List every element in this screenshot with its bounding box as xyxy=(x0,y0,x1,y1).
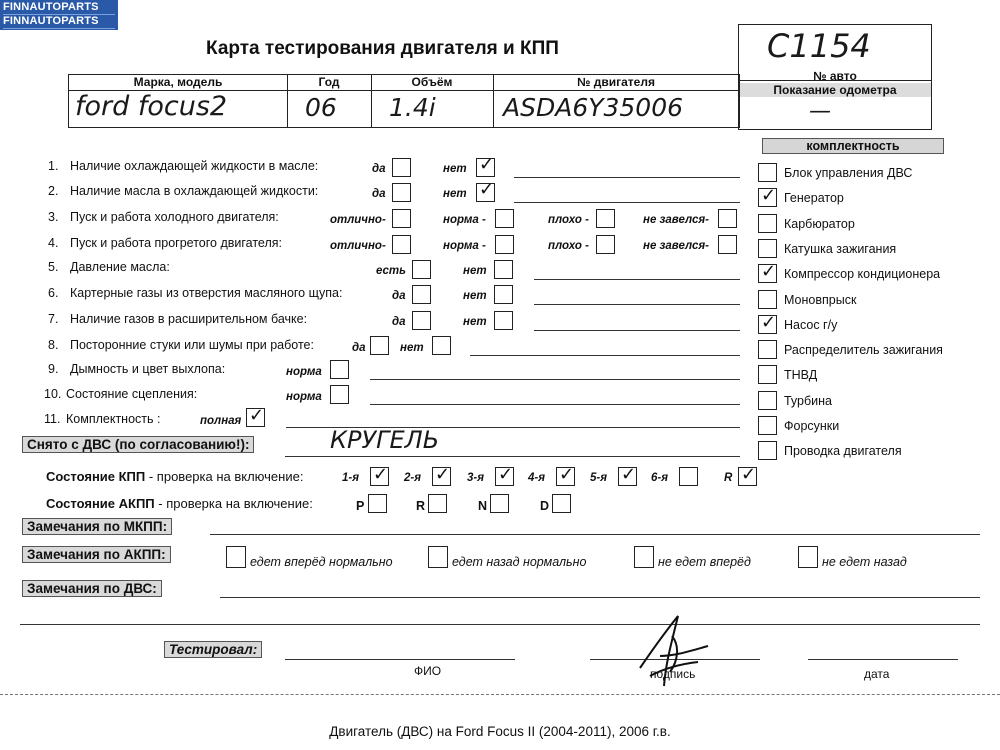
question-5-num: 5. xyxy=(48,260,59,274)
q3-opt-bad: плохо - xyxy=(548,214,589,226)
completeness-checkbox-5[interactable] xyxy=(758,290,777,309)
akpp-mode-checkbox[interactable] xyxy=(490,494,509,513)
kpp-gear-checkbox[interactable] xyxy=(618,464,637,486)
completeness-item-label: Катушка зажигания xyxy=(784,242,897,256)
check-mark-icon: ✓ xyxy=(761,261,777,282)
q4-bad-checkbox[interactable] xyxy=(596,235,615,254)
q8-yes-checkbox[interactable] xyxy=(370,336,389,355)
q7-no-checkbox[interactable] xyxy=(494,311,513,330)
q6-yes-checkbox[interactable] xyxy=(412,285,431,304)
torn-edge xyxy=(0,694,1000,695)
akpp-label-suffix: - проверка на включение: xyxy=(154,496,313,511)
car-number-value: C1154 xyxy=(767,27,871,65)
completeness-checkbox-11[interactable] xyxy=(758,441,777,460)
check-mark-icon: ✓ xyxy=(479,179,495,200)
akpp-remark-label: едет назад нормально xyxy=(452,555,587,569)
kpp-label-suffix: - проверка на включение: xyxy=(145,469,304,484)
completeness-item-label: Карбюратор xyxy=(784,217,855,231)
kpp-gear-checkbox[interactable] xyxy=(432,464,451,486)
q11-full-checkbox[interactable] xyxy=(246,405,265,427)
kpp-label xyxy=(46,469,303,484)
completeness-checkbox-1[interactable] xyxy=(758,185,777,207)
completeness-item-label: Блок управления ДВС xyxy=(784,166,913,180)
q8-opt-yes: да xyxy=(352,342,366,354)
completeness-item-label: Проводка двигателя xyxy=(784,444,902,458)
q1-no-checkbox[interactable] xyxy=(476,154,495,177)
kpp-label-bold: Состояние КПП xyxy=(46,469,146,484)
q2-no-checkbox[interactable] xyxy=(476,179,495,202)
kpp-gear-label: 3-я xyxy=(467,472,484,484)
akpp-remark-checkbox[interactable] xyxy=(798,546,818,568)
q8-opt-no: нет xyxy=(400,342,424,354)
header-value-year: 06 xyxy=(305,93,337,122)
q5-opt-no: нет xyxy=(463,265,487,277)
completeness-checkbox-2[interactable] xyxy=(758,214,777,233)
akpp-label-bold: Состояние АКПП xyxy=(46,496,155,511)
question-3-num: 3. xyxy=(48,210,59,224)
question-5-text: Давление масла: xyxy=(70,260,170,274)
question-1-text: Наличие охлаждающей жидкости в масле: xyxy=(70,159,319,173)
q4-opt-excellent: отлично- xyxy=(330,240,386,252)
q10-opt-normal: норма xyxy=(286,391,322,403)
q7-opt-no: нет xyxy=(463,316,487,328)
kpp-gear-label: 4-я xyxy=(528,472,545,484)
question-11-num: 11. xyxy=(44,412,61,426)
q4-opt-no-start: не завелся- xyxy=(643,240,709,252)
akpp-remark-checkbox[interactable] xyxy=(428,546,448,568)
q1-opt-yes: да xyxy=(372,163,386,175)
kpp-gear-label: R xyxy=(724,472,733,484)
kpp-gear-label: 5-я xyxy=(590,472,607,484)
q4-excellent-checkbox[interactable] xyxy=(392,235,411,254)
question-10-num: 10. xyxy=(44,387,62,401)
q3-opt-no-start: не завелся- xyxy=(643,214,709,226)
kpp-gear-label: 1-я xyxy=(342,472,359,484)
q11-opt-full: полная xyxy=(200,415,242,427)
remarks-akpp-label: Замечания по АКПП: xyxy=(22,546,171,563)
check-mark-icon: ✓ xyxy=(621,464,637,485)
removed-value: КРУГЕЛЬ xyxy=(330,426,440,454)
completeness-item-label: Форсунки xyxy=(784,419,840,433)
check-mark-icon: ✓ xyxy=(373,464,389,485)
q4-opt-bad: плохо - xyxy=(548,240,589,252)
question-9-num: 9. xyxy=(48,362,59,376)
akpp-mode-checkbox[interactable] xyxy=(552,494,571,513)
watermark-line-2: FINNAUTOPARTS xyxy=(3,15,115,29)
question-6-text: Картерные газы из отверстия масляного щупа: xyxy=(70,286,343,300)
q1-yes-checkbox[interactable] xyxy=(392,158,411,177)
car-number-label: № авто xyxy=(813,69,857,83)
q5-opt-yes: есть xyxy=(376,265,406,277)
q7-yes-checkbox[interactable] xyxy=(412,311,431,330)
q5-yes-checkbox[interactable] xyxy=(412,260,431,279)
q9-opt-normal: норма xyxy=(286,366,322,378)
completeness-checkbox-0[interactable] xyxy=(758,163,777,182)
remarks-dvs-label: Замечания по ДВС: xyxy=(22,580,162,597)
completeness-item-label: Насос г/у xyxy=(784,318,838,332)
question-2-num: 2. xyxy=(48,184,59,198)
akpp-remark-label: не едет вперёд xyxy=(658,555,751,569)
signature-label: подпись xyxy=(650,667,696,681)
kpp-gear-checkbox[interactable] xyxy=(556,464,575,486)
page-caption: Двигатель (ДВС) на Ford Focus II (2004-2011), 2006 г.в. xyxy=(329,724,671,739)
q2-yes-checkbox[interactable] xyxy=(392,183,411,202)
check-mark-icon: ✓ xyxy=(498,464,514,485)
q4-no-start-checkbox[interactable] xyxy=(718,235,737,254)
check-mark-icon: ✓ xyxy=(741,464,757,485)
header-value-model: ford focus2 xyxy=(75,91,228,122)
q2-opt-yes: да xyxy=(372,188,386,200)
akpp-mode-checkbox[interactable] xyxy=(428,494,447,513)
question-7-num: 7. xyxy=(48,312,59,326)
odometer-value: — xyxy=(809,99,831,124)
completeness-checkbox-10[interactable] xyxy=(758,416,777,435)
removed-label: Снято с ДВС (по согласованию!): xyxy=(22,436,254,453)
check-mark-icon: ✓ xyxy=(479,154,495,175)
q3-opt-excellent: отлично- xyxy=(330,214,386,226)
check-mark-icon: ✓ xyxy=(761,312,777,333)
completeness-checkbox-4[interactable] xyxy=(758,261,777,283)
kpp-gear-label: 2-я xyxy=(404,472,421,484)
fio-label: ФИО xyxy=(414,664,442,678)
question-9-text: Дымность и цвет выхлопа: xyxy=(70,362,226,376)
question-2-text: Наличие масла в охлаждающей жидкости: xyxy=(70,184,319,198)
remarks-mkpp-label: Замечания по МКПП: xyxy=(22,518,172,535)
akpp-remark-checkbox[interactable] xyxy=(226,546,246,568)
question-10-text: Состояние сцепления: xyxy=(66,387,198,401)
kpp-gear-checkbox[interactable] xyxy=(679,467,698,486)
akpp-mode-label: P xyxy=(356,499,365,513)
question-6-num: 6. xyxy=(48,286,59,300)
q6-opt-yes: да xyxy=(392,290,406,302)
q7-opt-yes: да xyxy=(392,316,406,328)
header-label-year: Год xyxy=(318,75,340,89)
akpp-mode-label: N xyxy=(478,499,488,513)
akpp-label xyxy=(46,496,313,511)
date-label: дата xyxy=(864,667,890,681)
header-table xyxy=(68,74,740,128)
question-4-num: 4. xyxy=(48,236,59,250)
q8-no-checkbox[interactable] xyxy=(432,336,451,355)
q3-excellent-checkbox[interactable] xyxy=(392,209,411,228)
question-3-text: Пуск и работа холодного двигателя: xyxy=(70,210,279,224)
check-mark-icon: ✓ xyxy=(249,405,265,426)
kpp-gear-checkbox[interactable] xyxy=(370,464,389,486)
completeness-item-label: Компрессор кондиционера xyxy=(784,267,941,281)
q5-no-checkbox[interactable] xyxy=(494,260,513,279)
watermark-logo xyxy=(0,0,118,30)
akpp-mode-label: D xyxy=(540,499,550,513)
signature-scribble xyxy=(620,606,720,696)
q9-normal-checkbox[interactable] xyxy=(330,360,349,379)
q3-normal-checkbox[interactable] xyxy=(495,209,514,228)
kpp-gear-label: 6-я xyxy=(651,472,668,484)
q4-normal-checkbox[interactable] xyxy=(495,235,514,254)
kpp-gear-checkbox[interactable] xyxy=(495,464,514,486)
question-11-text: Комплектность : xyxy=(66,412,161,426)
completeness-item-label: Генератор xyxy=(784,191,844,205)
odometer-box xyxy=(738,80,932,130)
akpp-remark-checkbox[interactable] xyxy=(634,546,654,568)
kpp-gear-checkbox[interactable] xyxy=(738,464,757,486)
completeness-item-label: Распределитель зажигания xyxy=(784,343,943,357)
tested-label: Тестировал: xyxy=(164,641,262,658)
question-1-num: 1. xyxy=(48,159,59,173)
completeness-checkbox-7[interactable] xyxy=(758,340,777,359)
completeness-item-label: Моновпрыск xyxy=(784,293,857,307)
q1-opt-no: нет xyxy=(443,163,467,175)
question-8-text: Посторонние стуки или шумы при работе: xyxy=(70,338,314,352)
akpp-mode-label: R xyxy=(416,499,426,513)
check-mark-icon: ✓ xyxy=(559,464,575,485)
completeness-item-label: ТНВД xyxy=(784,368,818,382)
header-label-model: Марка, модель xyxy=(133,75,223,89)
question-7-text: Наличие газов в расширительном бачке: xyxy=(70,312,308,326)
watermark-line-1: FINNAUTOPARTS xyxy=(3,1,115,15)
completeness-item-label: Турбина xyxy=(784,394,832,408)
akpp-mode-checkbox[interactable] xyxy=(368,494,387,513)
check-mark-icon: ✓ xyxy=(761,185,777,206)
check-mark-icon: ✓ xyxy=(435,464,451,485)
form-title: Карта тестирования двигателя и КПП xyxy=(206,38,559,59)
header-value-volume: 1.4i xyxy=(389,93,436,122)
q3-no-start-checkbox[interactable] xyxy=(718,209,737,228)
header-label-volume: Объём xyxy=(411,75,453,89)
q10-normal-checkbox[interactable] xyxy=(330,385,349,404)
q3-bad-checkbox[interactable] xyxy=(596,209,615,228)
q4-opt-normal: норма - xyxy=(443,240,486,252)
header-label-engine-no: № двигателя xyxy=(577,75,655,89)
completeness-checkbox-6[interactable] xyxy=(758,312,777,334)
completeness-checkbox-9[interactable] xyxy=(758,391,777,410)
q6-no-checkbox[interactable] xyxy=(494,285,513,304)
question-8-num: 8. xyxy=(48,338,59,352)
question-4-text: Пуск и работа прогретого двигателя: xyxy=(70,236,282,250)
q3-opt-normal: норма - xyxy=(443,214,486,226)
completeness-checkbox-3[interactable] xyxy=(758,239,777,258)
q6-opt-no: нет xyxy=(463,290,487,302)
header-value-engine-no: ASDA6Y35006 xyxy=(503,93,684,122)
akpp-remark-label: не едет назад xyxy=(822,555,907,569)
akpp-remark-label: едет вперёд нормально xyxy=(250,555,393,569)
odometer-label: Показание одометра xyxy=(739,83,931,97)
completeness-title: комплектность xyxy=(762,138,944,154)
completeness-checkbox-8[interactable] xyxy=(758,365,777,384)
q2-opt-no: нет xyxy=(443,188,467,200)
